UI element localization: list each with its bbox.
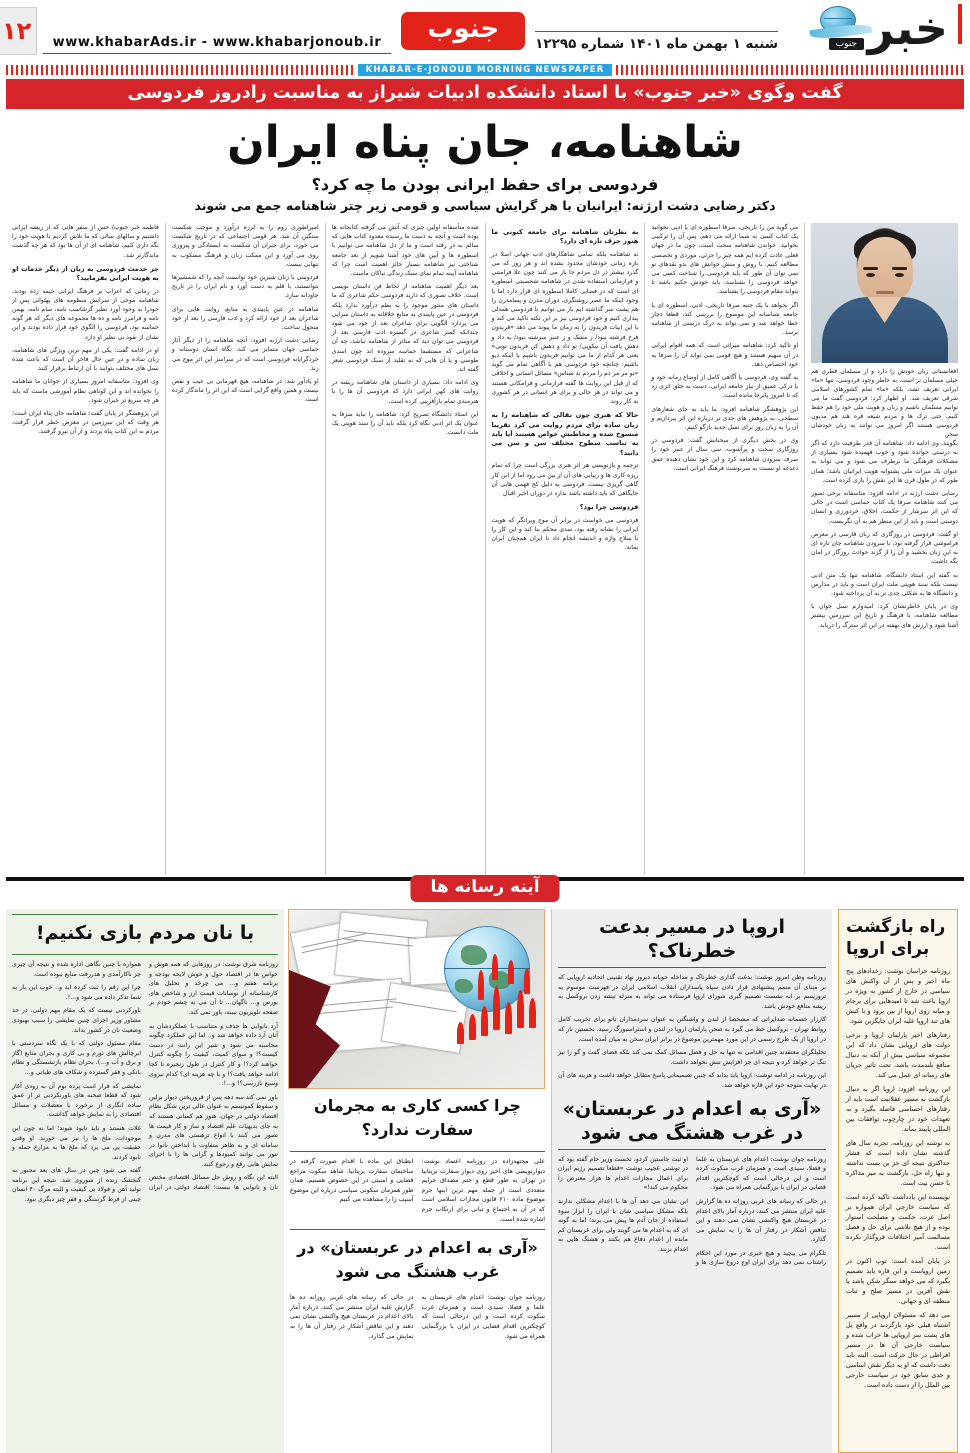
bread-article-title: با نان مردم بازی نکنیم!: [35, 922, 255, 944]
europe-article-body: [558, 973, 826, 1091]
boxed-paragraph: به نوشته این روزنامه، تجربه سال های گذشته نشان داده است که فشار حداکثری نتیجه ای جز بن بست نداشته و تنها راه حل، بازگشت به میز مذاکره با حسن نیت است.: [846, 1139, 950, 1187]
saudi-article-title: «آری به اعدام در عربستان» در غرب هشتگ می شود: [558, 1097, 826, 1150]
interview-question: به نظرتان شاهنامه برای جامعه کنونی ما هنوز حرف تازه ای دارد؟: [491, 228, 639, 246]
article-paragraph: تلگرام می پیچید و هیچ خبری در مورد این احکام راشتاب نمی دهد برای ایران اوج دروغ سازی ها و او ثبت جاستین کردو، نخست وزیر خام گفته بود که در توشتی عجیب نوشت «قطعا تصمیم رژیم ایران برای اعمال مجازات اعدام ها هزار معترض را محکوم می کند!»: [558, 1155, 826, 1267]
article-paragraph: مقام مسئول دولتی که با یک نگاه سردستی با ابرچالش های تورم و بی کاری و بحران منابع (گاز و برق و آب و...)، بحران نظام بازنشستگی و نظام بانکی و فقر گسترده و شکاف های طباتی و...: [12, 1040, 141, 1076]
logo-red-bar: [958, 4, 962, 44]
europe-article-column: [551, 909, 832, 1453]
saudi-article-title-2: «آری به اعدام در عربستان» در غرب هشتگ می شود: [297, 1238, 538, 1282]
article-paragraph: امپراطوری روم را به لرزه درآورد و موجب شکست سنگین آن شد. هر قومی اجتماعی که در تاریخ شکست می خورد، برای جبران آن شکست به ایستادگی و پیروزی روی می آورد و این ممکت زبان و فرهنگ مسکوب به تنهایی نیست.: [171, 224, 319, 268]
article-paragraph: تحلیلگران معتقدند چنین اقدامی نه تنها به حل و فصل مسائل کمک نمی کند بلکه فضای گفت و گو را نیز تنگ تر خواهد کرد و نتیجه ای جز افزایش تنش نخواهد داشت.: [558, 1049, 826, 1066]
interviewee-portrait: [811, 223, 958, 363]
logo-subtitle: جنوب: [829, 38, 864, 50]
article-paragraph: بعد دیگر اهمیت شاهنامه از لحاظ فن داستان نویسی است. خلاف تصوری که دارند فردوسی حکم شاعری که ما داستان های منثور موجود را به نظم درآورد ندارد بلکه فردوسی در عین پایبندی به منابع خلاقانه به داستان سرایی می پردازد الگویی برای شاعران بعد از خود می شود چندانکه کمتر شاعری در گستره ادب فارسی بعد از فردوسی می توان دید که متاثر از شاهنامه نباشد، چه آن شاعرانی که مستقیما حماسه سروده اند چون اسدی طوسی و یا آن هایی که به تقلید از سبک فردوسی شعر گفته اند.: [331, 283, 479, 374]
logo-wordmark: خبر: [867, 1, 948, 55]
article-paragraph: اگر بخواهد با یک جنبه صرفا تاریخی، ادبی، اسطوره ای یا جامعه شناسانه این موضوع را بررسی کند، قطعا دچار خطا خواهد شد و نمی تواند به درک درستی از شاهنامه برسد.: [651, 301, 799, 337]
article-paragraph: باورکردنی نیست که یک مقام مهم دولتی، در حد مشاور وزیر اجرای چنین نمایشی را سبب بهبودی وضعیت نان در کشور بداند.: [12, 1007, 141, 1034]
portrait-brow-right: [892, 267, 907, 270]
article-paragraph: این پژوهشگر در پایان گفت: شاهنامه جان پناه ایران است؛ هر وقت که این سرزمین در معرض خطر قرار گرفت، مردم به این کتاب پناه بردند و از آن نیرو گرفتند.: [12, 410, 159, 436]
newspaper-logo[interactable]: [784, 2, 964, 60]
article-paragraph: گفته می شود چین در سال های بعد مجبور به گنجشک زنده از شوروی شد. نتیجه این برنامه تولید آهن و فولاد بی کیفیت و البته مرگ ۴۰ انسان چینی از فرط گرسنگی و فقر چیز دیگری نبود.: [12, 1167, 141, 1204]
article-paragraph: این روزنامه در ادامه نوشت: اروپا باید بداند که چنین تصمیماتی پاسخ متقابل خواهد داشت و هزینه های آن در نهایت متوجه خود این قاره خواهد شد.: [558, 1072, 826, 1089]
article-paragraph: بگویند. وی ادامه داد: شاهنامه آن قدر ظرفیت دارد که اگر به درستی خوانده شود و خوب فهمیده شود بسیاری از مشکلات فرهنگی ما برطرف می شود و می تواند به عنوان یک میراث ملی پشتوانه هویت ایرانیان باشد؛ همان طور که در طول قرن ها این نقش را بازی کرده است.: [811, 440, 958, 484]
article-paragraph: او در ادامه گفت: یکی از مهم ترین ویژگی های شاهنامه، زبان ساده و در عین حال فاخر آن است که باعث شده نسل های مختلف بتوانند با آن ارتباط برقرار کنند.: [12, 346, 159, 373]
english-title-strip: [6, 64, 964, 75]
article-paragraph: انطباق این ماده با اقدام صورت گرفته در ساختمان سفارت بریتانیا، شاهد سکوت مراجع قضایی و امنیتی در این خصوص هستیم. همان طور همزمان سکوتی سیاسی درباره این موضوع آسیب زا را مشاهده می کنیم: [290, 1158, 414, 1204]
article-paragraph: نمایشی که قرار است پرده نوم آن به زودی آغاز شود که قطعا صحنه های باورنکردنی تر از عمق ساده انگاری از برخورد با معضلات و مسائل اقتصادی را به نمایش خواهد گذاشت.: [12, 1082, 141, 1119]
article-paragraph: چرا این رقم را ثبت کرده اید و.. خوب این بار به شما تذکر داده می شود و...!.: [12, 984, 141, 1001]
article-column-5: [165, 223, 325, 875]
article-paragraph: علی مجتهدزاده در روزنامه اعتماد نوشت: دیوارنویسی های اخیر روی دیوار سفارت بریتانیا در تهران به طور قطع و حتم مصداق جرایم متعددی است از جمله مهم ترین اینها جرم موضوع ماده ۶۱۰ قانون مجازات اسلامی است که در آن به اجتماع و تبانی برای ارتکاب جرم اشاره شده است.: [421, 1158, 545, 1223]
article-column-1: [804, 223, 964, 875]
article-column-2: [644, 223, 804, 875]
embassy-article-title: چرا کسی کاری به مجرمان سفارت ندارد؟: [314, 1096, 521, 1139]
article-paragraph: می گوید من را تاریخی، صرفا اسطوره ای یا ادبی نخوانید یک کتاب کسی به شما ارائه می دهم، پس آن را ترکیبی بخوانید. خواندن شاهنامه سخت است، چون ما در جهان فعلی عادت کرده ایم همه چیز را جزئی، موردی و تخصصی مطالعه کنیم. با روش و منش خوانش های بدو نقدهای نو نمی توان آن طور که باید فردوسی را شناخت کسی می خواهد فردوسی را بشناسد، باید خودش حکیم باشد تا بتواند مقام فردوسی را بشناسد.: [651, 224, 799, 296]
flame-shape: [505, 1002, 512, 1034]
boxed-paragraph: این روزنامه افزود: اروپا اگر به دنبال بازگشت به مسیر عقلانیت است باید از رفتارهای احساسی فاصله بگیرد و به تعهدات خود در چارچوب توافقات بین المللی پایبند بماند.: [846, 1085, 950, 1133]
article-paragraph: شاهنامه در عین پایبندی به منابع، روایت هایی برای شاعران بعد از خود ارائه کرد و ادب فارسی را بعد از خود متحول ساخت.: [171, 305, 319, 332]
europe-article-title: اروپا در مسیر بدعت خطرناک؟: [558, 915, 826, 968]
article-paragraph: روزنامه وطن امروز نوشت: بدعت گذاری خطرناک و مداخله جویانه دیروز نهاد تقنینی اتحادیه اروپایی که بر مبنای آن متمم پیشنهادی قرار دادن سپاه پاسداران انقلاب اسلامی ایران در فهرست موسوم به تروریسم بر ابه نشست تصمیم گیری شورای اروپا فرستاده می تواند به منزله تیشه زدن بروکسل به ریشه منافع خودش باشد.: [558, 974, 826, 1010]
english-newspaper-name: KHABAR-E-JONOUB MORNING NEWSPAPER: [358, 64, 613, 76]
embassy-article-column: [284, 909, 551, 1453]
website-urls[interactable]: www.khabarAds.ir - www.khabarjonoub.ir: [43, 35, 392, 54]
portrait-eye-left: [866, 273, 875, 277]
article-paragraph: در حالی که رسانه های غربی روزانه ده ها گزارش علیه ایران منتشر می کنند، درباره آمار بالای اعدام در عربستان هیچ واکنشی نشان نمی دهند و این تناقض آشکار در رفتار آن ها را به نمایش می گذارد.: [290, 1294, 414, 1340]
article-column-3: [485, 223, 645, 875]
flame-shape: [517, 990, 524, 1028]
article-paragraph: غلات هستند و باید نابود شوند؛ اما نه چون این موجودات، ملخ ها را نیز می خورند. او وقتی حقیقت پی می برد که ملخ ها به مزارع حمله و نابود کردند.: [12, 1124, 141, 1161]
flame-shape: [529, 998, 536, 1028]
boxed-article-column: [832, 909, 964, 1453]
lead-deck: دکتر رضایی دشت ارژنه: ایرانیان با هر گرایش سیاسی و قومی زیر چتر شاهنامه جمع می شوند: [194, 198, 776, 213]
issue-date-line: شنبه ۱ بهمن ماه ۱۴۰۱ شماره ۱۲۲۹۵: [535, 31, 778, 54]
tick-pattern-right: [6, 65, 354, 75]
media-mirror-section: [6, 909, 964, 1453]
boxed-paragraph: روزنامه خراسان نوشت: رخدادهای پنج ماه اخیر و پس از آن واکنش های سیاسی در خارج از کشور به ویژه در اروپا باعث شد تا امیدهایی برای برجام و میانه روی اروپا از بین برود و با کنش های تند اروپا علیه ایران جایگزین شود.: [846, 967, 950, 1025]
flame-shape: [478, 970, 484, 1000]
lead-kicker: گفت وگوی «خبر جنوب» با استاد دانشکده ادبیات شیراز به مناسبت زادروز فردوسی: [6, 79, 964, 109]
lead-article-body: [6, 223, 964, 875]
boxed-paragraph: می دهد که مسئولان اروپایی از مسیر اشتباه قبلی خود بازگردند در واقع پل های پشت سر اروپایی ها خراب شده و سیاست خارجی آن ها در مسیر افراطی در حال حرکت است. البته باید دقت داشت که او به دیگر نقش اساسی و جدی سابق خود در سیاست خارجی بین الملل را از دست داده است.: [846, 1311, 950, 1389]
bread-article-body: [12, 960, 278, 1205]
article-paragraph: او تاکید کرد: شاهنامه میراثی است که همه اقوام ایرانی در آن سهیم هستند و هیچ قومی نمی تواند آن را صرفا به خود اختصاص دهد.: [651, 342, 799, 368]
article-paragraph: آرد نانوایی ها حذف و متناسب با عملکردشان به آنان آرد داده خواهد شد و.. اما این عملکرد چگونه محاسبه می شود و شیر این رانت در دست کیست؟! و سوای کمیت، کیفیت را چگونه کنترل خواهند کرد؟! و کار کنترل در طول زنجیره تا کجا ادامه خواهد یافت؟! و با چه هزینه ای؟ کدام نیروی وسیع بازرسی؟! و...!.: [149, 1022, 278, 1088]
article-paragraph: روزنامه شرق نوشت: در روزهایی که همه هوش و حواس ها در اقتصاد حول و حوش لایحه بودجه و برنامه هفتم و... می چرخد و تحلیل های کارشناسانه از نوسانات قیمت ارز و شاخص های بورس و... ناگهان... تا آن می به چشم خودم بر صفحه تلویزیون نبیند، باور نمی کند.: [149, 961, 278, 1016]
article-paragraph: روزنامه جوان نوشت: اعدام های عربستان به علما و فضلا، سیدی است و همزمان غرب سکوت کرده است و این درحالی است که کوچکترین اقدام قضایی در ایران با بزرگنمایی همراه می شود.: [421, 1294, 545, 1340]
article-column-4: [325, 223, 485, 875]
newspapers-globe-illustration: [288, 909, 545, 1089]
article-paragraph: او یادآور شد: در شاهنامه، هیچ قهرمانی بی عیب و نقص نیست و همین واقع گرایی است که این اثر را ماندگار کرده است.: [171, 378, 319, 404]
flame-shape: [492, 954, 498, 980]
article-paragraph: این پژوهشگر شاهنامه افزود: ما باید به جای شعارهای سطحی، به پژوهش های جدی تر درباره این اثر بپردازیم و آن را به زبان روز برای نسل جدید بازگو کنیم.: [651, 405, 799, 432]
flame-shape: [493, 986, 500, 1030]
bread-article-column: [6, 909, 284, 1453]
article-paragraph: این نشان می دهد آن ها با اعدام مشکلی ندارند بلکه مشکل سیاسی شان با ایران را ابزار سوء استفاده از جان آدم ها پیش می برند؛ اما به گونه ای که به اعدام ها می گویند ولی برای عربستان کم مانده از اعدام دفاع هم بکنند و هشتگ هایی به اعدام بزنند.: [558, 1197, 688, 1253]
article-paragraph: البته این نگاه و روش حل مسائل اقتصادی مختص نان و نانوایی ها نیست؛ اقتصاد دولتی در ایران همواره با چنین نگاهی اداره شده و نتیجه آن چیزی جز ناکارآمدی و هدررفت منابع نبوده است.: [12, 961, 278, 1192]
article-paragraph: در حالی که رسانه های غربی روزانه ده ها گزارش علیه ایران منتشر می کنند، درباره آمار بالای اعدام در عربستان هیچ واکنشی نشان نمی دهند و این تناقض آشکار در رفتار آن ها را به نمایش می گذارد.: [696, 1197, 826, 1244]
interview-question: جز خدمت فردوسی به زبان از دیگر خدمات او به هویت ایرانی بفرمایید؟: [12, 264, 159, 283]
interview-answer: ترجمه و بازنویسی هر اثر هنری بزرگی است چرا که تمام ریزه کاری ها و زیبایی های آن از بین می رود اما از این کار گاهی گریزی نیست. فردوسی به دلیل کج فهمی هایی آن جایگاهی که باید داشته باشد ندارد در دوران اخیر اقبال: [491, 462, 639, 497]
article-column-6: [6, 223, 165, 875]
media-mirror-header: [6, 877, 964, 909]
interview-answer: نه شاهنامه بلکه تمامی شاهکارهای ادب جهانی اصلا در بازه زمانی خودشان محدود نشده اند و هر روز که می گذرد بیشتر در دل مردم جا باز می کنند چون علا فرامتنی و فرازمانی استفاده شدن در شاهنامه شخصیتی اسطوره ای است که در فضایی کاملا اسطوره ای قرار دارد اما با وجود اینکه ما عصر روشنگری، دوران مدرن و پسامدرن را هم پشت سر گذاشته ایم باز می توانیم با فردوسی همدلی پنداری کنیم و خود فردوسی نیز بر این نکته تاکید می کند و با این ابیات فریدون را به زمان ما پیوند می دهد «فریدون فرخ فرشته نبود/ ز مشک و ز عنبر سرشته نبود/ به داد و دهش یافت آن نیکویی/ تو داد و دهش کن فریدون تویی» یعنی هر کدام از ما می توانیم فریدون باشیم با اینکه دیو باشیم. چنانچه خود فردوسی هم با آگاهی تمام می گوید «تو مر مر دم را مردم بد شناس» مسائل انسانی و اخلاقی که از قبل این روایت ها گفته فرازمانی و فرامکانی هستند و می تواند در هر حالی و برای هر انسانی در هر کشوری به کار روند.: [491, 250, 639, 406]
interview-question: حالا که هنری چون نقالی که شاهنامه را به زبان ساده برای مردم روایت می کرد تقریبا منسوخ شده و مخاطبش خواص هستند آیا باید به تناسب سطوح مختلف سن و سن می دانید؟: [491, 411, 639, 457]
boxed-paragraph: در پایان آمده است: توپ اکنون در زمین اروپاست و این قاره باید تصمیم بگیرد که می خواهد سنگر شکن باشد یا نقش آفرین در مسیر صلح و ثبات منطقه ای و جهانی.: [846, 1257, 950, 1305]
top-rule: [12, 914, 278, 915]
article-paragraph: وی در پایان خاطرنشان کرد: امیدوارم نسل جوان با مطالعه شاهنامه، با فرهنگ و تاریخ این سرزمین بیشتر آشنا شود و ارزش های نهفته در این اثر سترگ را دریابد.: [811, 603, 958, 629]
title-underline-rule: [12, 954, 278, 955]
article-paragraph: فردوسی با زبان شیرین خود توانست آنچه را که شمشیرها نتوانستند، با قلم به دست آورد و نام ایران را در تاریخ جاودانه سازد.: [171, 274, 319, 300]
title-underline-rule: [290, 1151, 545, 1152]
flame-shape: [469, 1014, 476, 1040]
flame-shape: [457, 1022, 464, 1044]
saudi-article-body: [558, 1155, 826, 1269]
article-paragraph: فاطمه خبر جنوب/ حس از سفر هایی که از ریشه ایرانی داشتیم و سالهای سالی که ما تلاش کردیم تا هویت خود را نگه داری کنیم، شاهنامه ای از آن ها بود که هر چه گذشت ماندگارتر شد.: [12, 224, 159, 259]
boxed-paragraph: رفتارهای اخیر پارلمان اروپا و برخی دولت های اروپایی نشان داد که این مجموعه سیاسی بیش از آنکه به دنبال منافع بلندمدت باشد، تحت تاثیر جریان های رسانه ای عمل می کند.: [846, 1031, 950, 1079]
embassy-article-body: [290, 1157, 545, 1224]
portrait-brow-left: [863, 267, 878, 270]
interview-answer: فردوسی می خواست در برابر آن موج ویرانگر که هویت ایرانی را نشانه رفته بود، سدی محکم بنا کند و این کار را با سلاح واژه و اندیشه انجام داد تا ایران همچنان ایران بماند.: [491, 516, 639, 552]
article-paragraph: کارزار خصمانه ضدایرانی که مشخصا از لندن و واشنگتن به عنوان سردمداران ناتو برای تخریب کامل روابط تهران - بروکسل خط می گیرد به صحن پارلمان اروپا در لندن و استراسبورگ رسید. نخستین بار که در اروپا از یک طرح رسمی در این مورد مهمترین موضوع در برابر ایران سخن به میان آمده است.: [558, 1016, 826, 1043]
article-paragraph: رضایی دشت ارژنه در ادامه افزود: متاسفانه برخی تصور می کنند شاهنامه صرفا یک کتاب حماسی است در حالی که این اثر سرشار از حکمت، اخلاق، خردورزی و انسان دوستی است و باید از این منظر هم به آن نگریست.: [811, 490, 958, 525]
article-paragraph: رضایی دشت ارژنه افزود: آنچه شاهنامه را از دیگر آثار حماسی جهان متمایز می کند، نگاه انسان دوستانه و خردگرایانه فردوسی است که در سراسر این اثر موج می زند.: [171, 337, 319, 372]
article-paragraph: او گفت: فردوسی در روزگاری که زبان فارسی در معرض فراموشی قرار گرفته بود، با سرودن شاهنامه جان تازه ای به این زبان بخشید و آن را از گزند حوادث روزگار در امان نگه داشت.: [811, 530, 958, 566]
flame-shape: [508, 960, 514, 984]
boxed-article: [838, 909, 958, 1453]
article-paragraph: روزنامه جوان نوشت: اعدام های عربستان به علما و فضلا، سیدی است و همزمان غرب سکوت کرده است و این درحالی است که کوچکترین اقدام قضایی در ایران با بزرگنمایی همراه می شود.: [696, 1155, 826, 1192]
article-paragraph: وی ادامه داد: بسیاری از داستان های شاهنامه ریشه در روایت های کهن ایرانی دارد که فردوسی آن ها را با هنرمندی تمام بازآفرینی کرده است.: [331, 379, 479, 405]
article-paragraph: به گفته این استاد دانشگاه، شاهنامه تنها یک متن ادبی نیست بلکه سند هویتی ملت ایران است و باید در مدارس و دانشگاه ها به شکلی جدی تر به آن پرداخته شود.: [811, 571, 958, 598]
media-mirror-badge: آینه رسانه ها: [410, 875, 559, 902]
article-paragraph: شده متأسفانه اولین چیزی که آتش می گرفته کتابخانه ها بوده است و آنچه به دست ما رسیده معدود کتاب هایی که سالم به در رفته است و ما از دل شاهنامه می توانیم با اسطوره ها و آیین های خود آشنا شویم از بعد جامعه شناختی نیز شاهنامه بسیار حائز اهمیت است چرا که شاهنامه آیینه تمام نمای سبک زندگی نیاکان ماست.: [331, 224, 479, 278]
article-paragraph: وی در بخش دیگری از سخنانش گفت: فردوسی در روزگاری سخت و پرآشوب، سی سال از عمر خود را صرف سرودن شاهنامه کرد و این خود نشان دهنده عمق دغدغه او نسبت به سرنوشت فرهنگ ایرانی است.: [651, 437, 799, 472]
continent-shape: [455, 979, 473, 993]
boxed-paragraph: نویسنده این یادداشت تاکید کرده است که سیاست خارجی ایران همواره بر اصل عزت، حکمت و مصلحت استوار بوده و از هیچ تلاشی برای حل و فصل مسالمت آمیز اختلافات فروگذار نکرده است.: [846, 1193, 950, 1251]
lead-subtitle: فردوسی برای حفظ ایرانی بودن ما چه کرد؟: [311, 175, 659, 194]
section-badge: جنوب: [401, 12, 525, 50]
interview-question: فردوسی چرا بود؟: [579, 503, 639, 512]
lead-headline: شاهنامه، جان پناه ایران: [227, 117, 743, 168]
flame-shape: [481, 1006, 488, 1036]
section-rule: [290, 1229, 545, 1230]
tick-pattern-left: [616, 65, 964, 75]
continent-shape: [461, 945, 487, 965]
portrait-caption-text: افغانستانی زبان خودش را دارد و از مسلمان قطری هم خیلی مسلمان تر است. به خاطر وجود فردوسی، تنها «ما» ایرانی تعریف نشد، بلکه «ما» تمام کشورهای اسلامی شرقی تعریف شد. او اظهار کرد: فردوسی گفت ما می توانیم مسلمان باشیم و زبان و هویت ملی خود را هم حفظ کنیم، حتی ترک ها و مردم شیعه قره هند هم مدیون فردوسی هستند اگر امروز می توانند به زبان خودشان سخن: [811, 368, 958, 438]
portrait-eye-right: [895, 273, 904, 277]
boxed-article-title: راه بازگشت برای اروپا: [846, 917, 946, 959]
article-paragraph: به گفته وی، فردوسی با آگاهی کامل از اوضاع زمانه خود و با درکی عمیق از نیاز جامعه ایرانی، دست به خلق اثری زد که تا امروز پابرجا مانده است.: [651, 374, 799, 400]
portrait-mouth: [876, 291, 894, 294]
saudi-article-body-2: [290, 1293, 545, 1345]
page-number: ۱۲: [0, 7, 37, 55]
article-paragraph: وی افزود: متاسفانه امروز بسیاری از جوانان ما شاهنامه را نخوانده اند و این کوتاهی نظام آموزشی ماست که باید هر چه سریع تر جبران شود.: [12, 378, 159, 404]
article-paragraph: باور نمی کند سه دهه پس از فروریختن دیوار برلین و سقوط کمونیسم به عنوان عالی ترین شکل نظام اقتصاد دولتی در جهان، هنوز هم کسانی هستند که به جای بدیهیات علم اقتصاد و ساز و کار قیمت ها تصور می کنند با انواع ترهستی های مدرن و سامانه ای و به ظاهر متفاوت با انداختن نانوا در تنور می توانند کمبودها و گرانی ها را با اجرای نمایش هایی رفع و رجوع کنند.: [149, 1093, 278, 1168]
interview-answer: در زمانی که اعراب بر فرهنگ ایرانی خیمه زده بودند، شاهنامه موجی از سرایش منظومه های پهلوانی پس از خودرا به وجود آورد نظیر گرشاسب نامه، سام نامه، بهمن نامه و فرامرز نامه و ده ها مجموعه های دیگر که هر گونه حماسه بود، فردوسی را الگوی خود قرار داده بودند و این نشان از نفوذ بی نظیر او دارد.: [12, 287, 159, 341]
masthead: [2, 0, 964, 62]
flame-shape: [524, 968, 530, 994]
article-paragraph: این استاد دانشگاه تصریح کرد: شاهنامه را نباید صرفا به عنوان یک اثر ادبی نگاه کرد بلکه باید آن را سند هویتی یک ملت دانست.: [331, 410, 479, 437]
